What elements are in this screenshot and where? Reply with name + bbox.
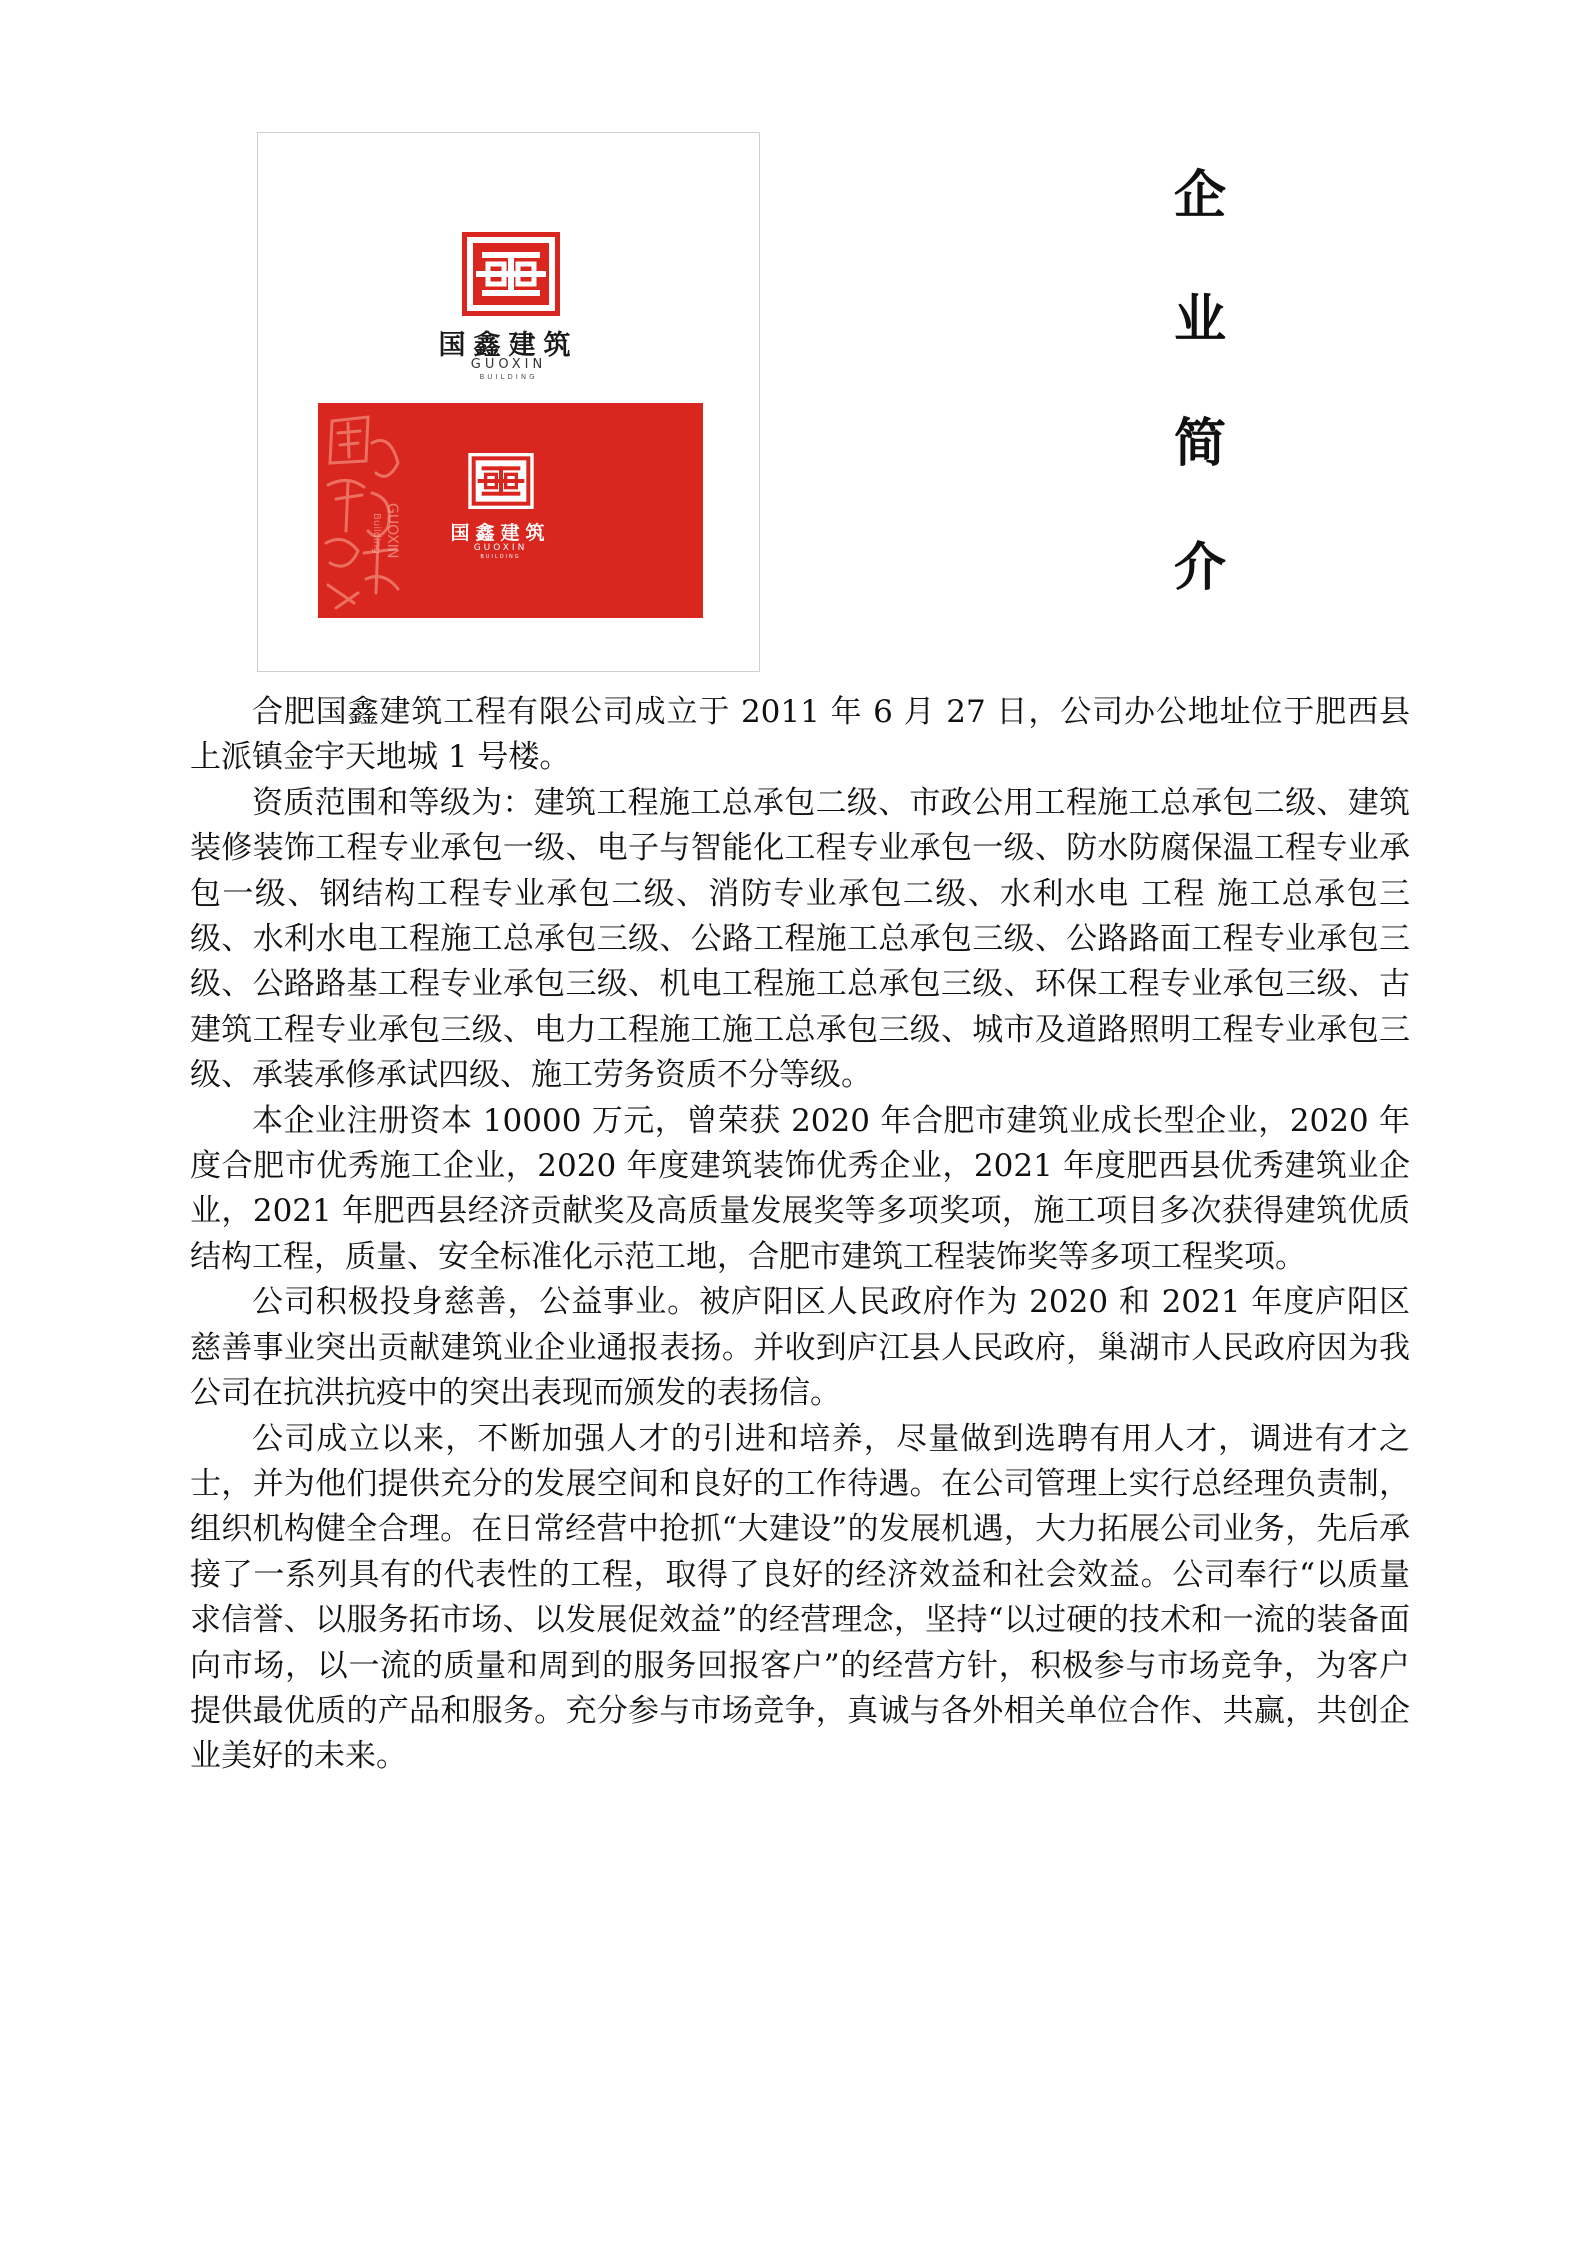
paragraph-founding: 合肥国鑫建筑工程有限公司成立于 2011 年 6 月 27 日，公司办公地址位于肥西县上派镇金宇天地城 1 号楼。 — [190, 694, 1410, 776]
company-introduction-body — [190, 690, 1410, 1780]
brand-name-en: GUOXIN — [470, 357, 547, 372]
svg-text:Building: Building — [371, 513, 382, 554]
title-char: 简 — [1173, 413, 1226, 474]
guoxin-logo-mark-red — [462, 232, 560, 316]
page-title-vertical — [1170, 165, 1230, 666]
paragraph-qualifications: 资质范围和等级为：建筑工程施工总承包二级、市政公用工程施工总承包二级、建筑装修装饰工程专业承包一级、电子与智能化工程专业承包一级、防水防腐保温工程专业承包一级、钢结构工程专业承包二级、消防专业承包二级、水利水电 工程 施工总承包三级、水利水电工程施工总承包三级、公路工程施工总承包三级、公路路面工程专业承包三级、公路路基工程专业承包三级、机电工程施工总承包三级、环保工程专业承包三级、古建筑工程专业承包三级、电力工程施工施工总承包三级、城市及道路照明工程专业承包三级、承装承修承试四级、施工劳务资质不分等级。 — [190, 784, 1410, 1094]
brand-name-cn-red: 国鑫建筑 — [450, 522, 551, 544]
paragraph-charity: 公司积极投身慈善，公益事业。被庐阳区人民政府作为 2020 和 2021 年度庐阳区慈善事业突出贡献建筑业企业通报表扬。并收到庐江县人民政府，巢湖市人民政府因为我公司在抗洪抗疫中的突出表现而颁发的表扬信。 — [190, 1284, 1410, 1412]
guoxin-logo-mark-white — [468, 453, 534, 509]
calligraphy-decoration — [318, 403, 408, 618]
logo-panel — [257, 132, 760, 672]
brand-name-en-red: GUOXIN — [473, 543, 528, 553]
brand-sub-en: BUILDING — [479, 373, 538, 381]
svg-text:GUOXIN: GUOXIN — [384, 503, 400, 559]
title-char: 企 — [1173, 165, 1226, 226]
logo-white-version — [258, 133, 759, 393]
brand-sub-en-red: BUILDING — [480, 554, 521, 560]
title-char: 介 — [1173, 537, 1226, 598]
logo-red-version — [318, 403, 703, 618]
paragraph-management: 公司成立以来，不断加强人才的引进和培养，尽量做到选聘有用人才，调进有才之士，并为他们提供充分的发展空间和良好的工作待遇。在公司管理上实行总经理负责制，组织机构健全合理。在日常经营中抢抓“大建设”的发展机遇，大力拓展公司业务，先后承接了一系列具有的代表性的工程，取得了良好的经济效益和社会效益。公司奉行“以质量求信誉、以服务拓市场、以发展促效益”的经营理念，坚持“以过硬的技术和一流的装备面向市场，以一流的质量和周到的服务回报客户”的经营方针，积极参与市场竞争，为客户提供最优质的产品和服务。充分参与市场竞争，真诚与各外相关单位合作、共赢，共创企业美好的未来。 — [190, 1420, 1410, 1775]
paragraph-awards: 本企业注册资本 10000 万元，曾荣获 2020 年合肥市建筑业成长型企业，2020 年度合肥市优秀施工企业，2020 年度建筑装饰优秀企业，2021 年度肥西县优秀建筑业企业，2021 年肥西县经济贡献奖及高质量发展奖等多项奖项，施工项目多次获得建筑优质结构工程，质量、安全标准化示范工地，合肥市建筑工程装饰奖等多项工程奖项。 — [190, 1102, 1410, 1275]
brand-name-cn: 国鑫建筑 — [438, 330, 579, 361]
title-char: 业 — [1173, 289, 1226, 350]
